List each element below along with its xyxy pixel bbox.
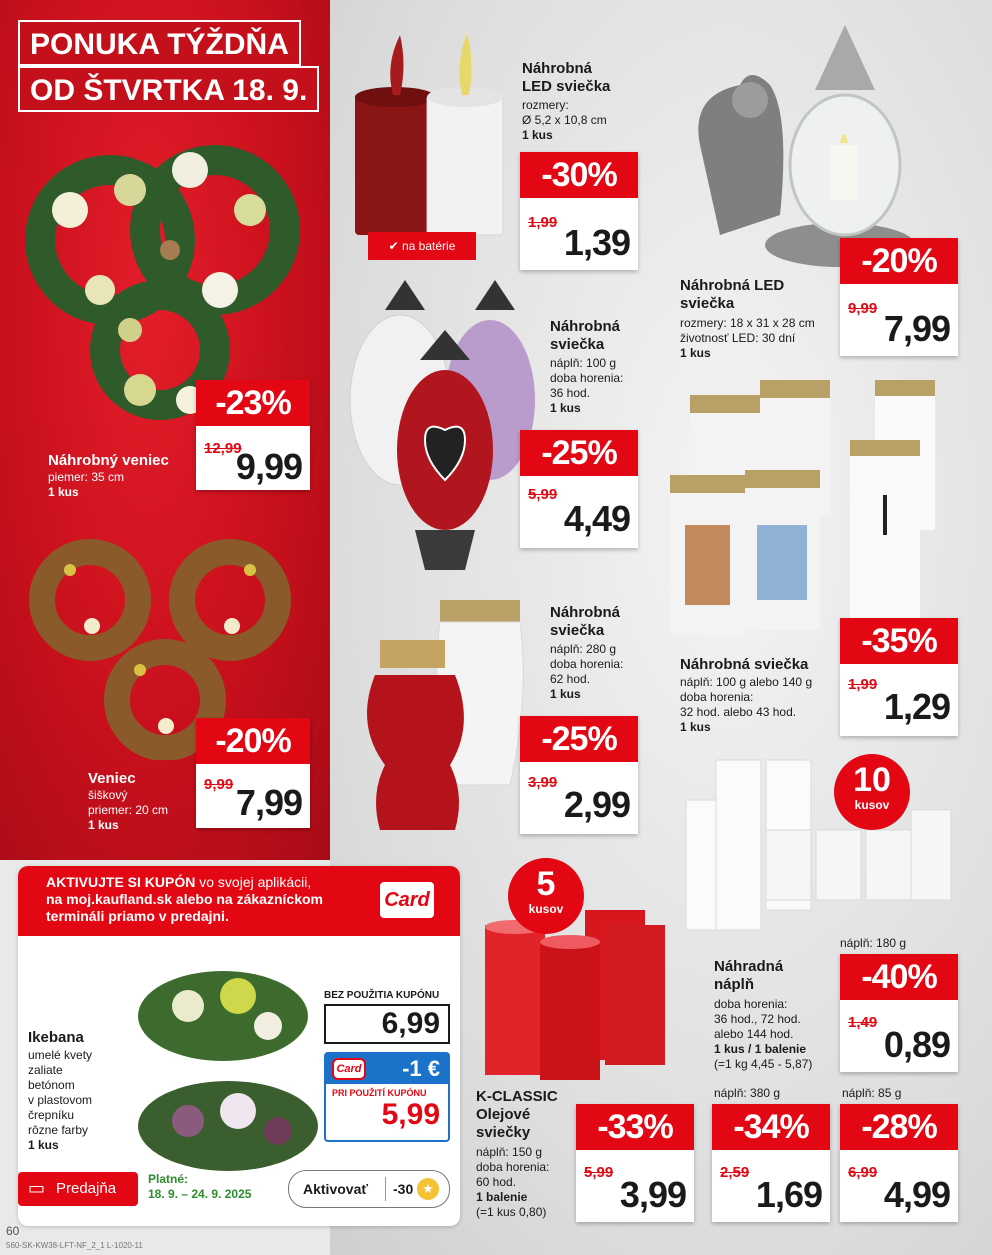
refill-quantity-badge bbox=[834, 754, 910, 830]
card-logo-icon: Card bbox=[378, 880, 436, 920]
red-glass-candle-image bbox=[345, 595, 530, 835]
candle-multi-price-card bbox=[840, 618, 958, 736]
candle-multi-l3: 32 hod. alebo 43 hod. bbox=[680, 705, 797, 719]
refill85-fill: náplň: 85 g bbox=[842, 1086, 902, 1100]
validity-label: Platné: bbox=[148, 1172, 189, 1186]
ikebana-l5: črepníku bbox=[28, 1108, 75, 1122]
coupon-discount: -1 € bbox=[402, 1056, 440, 1081]
coupon-head-line3: termináli priamo v predajni. bbox=[46, 908, 229, 924]
led2-l2: životnosť LED: 30 dní bbox=[680, 331, 796, 345]
led1-old-price: 1,99 bbox=[528, 214, 558, 231]
cone-wreath-old-price: 9,99 bbox=[204, 776, 234, 793]
candle-multi-l1: náplň: 100 g alebo 140 g bbox=[680, 675, 813, 689]
candle-multi-new-price: 1,29 bbox=[883, 686, 950, 727]
candle280-qty: 1 kus bbox=[550, 687, 581, 701]
candle100-title1: Náhrobná bbox=[550, 318, 621, 335]
refill-new-price: 0,89 bbox=[883, 1024, 950, 1065]
ikebana-qty: 1 kus bbox=[28, 1138, 59, 1152]
ikebana-title: Ikebana bbox=[28, 1029, 84, 1046]
led2-qty: 1 kus bbox=[680, 346, 711, 360]
led2-new-price: 7,99 bbox=[883, 308, 950, 349]
refill85-old-price: 6,99 bbox=[848, 1164, 878, 1181]
oil-candles-image bbox=[480, 905, 680, 1080]
ikebana-l3: betónom bbox=[28, 1078, 75, 1092]
ikebana-image bbox=[128, 946, 328, 1186]
header-date: OD ŠTVRTKA 18. 9. bbox=[18, 66, 319, 112]
candle100-title2: sviečka bbox=[550, 336, 605, 353]
coupon-head-rest: vo svojej aplikácii, bbox=[195, 874, 312, 890]
refill-title2: náplň bbox=[714, 976, 754, 993]
led1-discount: -30% bbox=[520, 152, 638, 198]
led2-title1: Náhrobná LED bbox=[680, 277, 785, 294]
refill380-price-card bbox=[712, 1104, 830, 1222]
led1-l1: rozmery: bbox=[522, 98, 569, 112]
coin-icon: ★ bbox=[417, 1178, 439, 1200]
oil-l3: 60 hod. bbox=[476, 1175, 517, 1189]
activate-button[interactable] bbox=[288, 1170, 450, 1208]
refill85-new-price: 4,99 bbox=[883, 1174, 950, 1215]
oil-l2: doba horenia: bbox=[476, 1160, 550, 1174]
religious-candles-image bbox=[665, 375, 950, 640]
header-title: PONUKA TÝŽDŇA bbox=[18, 20, 301, 66]
led2-l1: rozmery: 18 x 31 x 28 cm bbox=[680, 316, 815, 330]
candle280-old-price: 3,99 bbox=[528, 774, 558, 791]
candle280-title2: sviečka bbox=[550, 622, 605, 639]
ikebana-l4: v plastovom bbox=[28, 1093, 93, 1107]
led1-price-card bbox=[520, 152, 638, 270]
oil-unit-price: (=1 kus 0,80) bbox=[476, 1205, 547, 1219]
refill-badge-number: 10 bbox=[853, 761, 891, 799]
oil-title2: Olejové bbox=[476, 1106, 531, 1123]
refill85-discount: -28% bbox=[840, 1104, 958, 1150]
cone-wreath-l1: šiškový bbox=[88, 788, 128, 802]
refill-old-price: 1,49 bbox=[848, 1014, 878, 1031]
candle-multi-title: Náhrobná sviečka bbox=[680, 656, 809, 673]
candle280-l1: náplň: 280 g bbox=[550, 642, 617, 656]
led2-old-price: 9,99 bbox=[848, 300, 878, 317]
wreath-new-price: 9,99 bbox=[235, 446, 302, 487]
led-battery-label: na batérie bbox=[402, 239, 456, 253]
with-coupon-price: 5,99 bbox=[381, 1098, 440, 1131]
page-number: 60 bbox=[6, 1224, 20, 1238]
candle-multi-l2: doba horenia: bbox=[680, 690, 754, 704]
candle100-discount: -25% bbox=[520, 430, 638, 476]
oil-price-card bbox=[576, 1104, 694, 1222]
print-code: 560-SK-KW38-LFT-NF_2_1 L-1020-11 bbox=[6, 1241, 143, 1250]
oil-l1: náplň: 150 g bbox=[476, 1145, 543, 1159]
coupon-head-line2: na moj.kaufland.sk alebo na zákazníckom bbox=[46, 891, 323, 907]
candle100-new-price: 4,49 bbox=[563, 498, 630, 539]
refill85-price-card bbox=[840, 1104, 958, 1222]
candle-multi-qty: 1 kus bbox=[680, 720, 711, 734]
validity-dates: 18. 9. – 24. 9. 2025 bbox=[148, 1187, 252, 1201]
led2-discount: -20% bbox=[840, 238, 958, 284]
coupon-price-box bbox=[324, 1052, 450, 1142]
refill-l3: alebo 144 hod. bbox=[714, 1027, 794, 1041]
candle100-l1: náplň: 100 g bbox=[550, 356, 617, 370]
ikebana-l2: zaliate bbox=[28, 1063, 63, 1077]
activate-points: -30 bbox=[393, 1181, 414, 1197]
cone-wreath-new-price: 7,99 bbox=[235, 782, 302, 823]
oil-new-price: 3,99 bbox=[619, 1174, 686, 1215]
refill380-discount: -34% bbox=[712, 1104, 830, 1150]
store-icon: ▭ bbox=[28, 1178, 46, 1198]
cone-wreath-discount: -20% bbox=[196, 718, 310, 764]
led1-title1: Náhrobná bbox=[522, 60, 593, 77]
led1-qty: 1 kus bbox=[522, 128, 553, 142]
cone-wreath-l2: priemer: 20 cm bbox=[88, 803, 169, 817]
refill-title1: Náhradná bbox=[714, 958, 784, 975]
card-small-icon: Card bbox=[332, 1058, 366, 1080]
candle100-l3: 36 hod. bbox=[550, 386, 591, 400]
wreath-price-card bbox=[196, 380, 310, 490]
candle280-new-price: 2,99 bbox=[563, 784, 630, 825]
refill-inserts-image bbox=[676, 750, 956, 940]
candle280-price-card bbox=[520, 716, 638, 834]
oil-badge-unit: kusov bbox=[528, 902, 564, 916]
candle100-qty: 1 kus bbox=[550, 401, 581, 415]
oil-old-price: 5,99 bbox=[584, 1164, 614, 1181]
oil-discount: -33% bbox=[576, 1104, 694, 1150]
store-button[interactable] bbox=[18, 1172, 138, 1206]
wreath-title: Náhrobný veniec bbox=[48, 452, 169, 469]
wreath-old-price: 12,99 bbox=[204, 440, 242, 457]
led1-l2: Ø 5,2 x 10,8 cm bbox=[522, 113, 607, 127]
ikebana-l6: rôzne farby bbox=[28, 1123, 89, 1137]
refill-qty: 1 kus / 1 balenie bbox=[714, 1042, 807, 1056]
store-button-label: Predajňa bbox=[56, 1180, 117, 1197]
refill380-old-price: 2,59 bbox=[720, 1164, 750, 1181]
refill-l2: 36 hod., 72 hod. bbox=[714, 1012, 801, 1026]
with-coupon-label: PRI POUŽITÍ KUPÓNU bbox=[332, 1088, 427, 1098]
refill-top-fill: náplň: 180 g bbox=[840, 936, 907, 950]
led2-price-card bbox=[840, 238, 958, 356]
refill-badge-unit: kusov bbox=[854, 798, 890, 812]
activate-divider bbox=[385, 1177, 386, 1201]
candle100-price-card bbox=[520, 430, 638, 548]
cone-wreath-qty: 1 kus bbox=[88, 818, 119, 832]
led-battery-tag bbox=[368, 232, 476, 260]
without-coupon-price: 6,99 bbox=[324, 1004, 450, 1044]
candle280-discount: -25% bbox=[520, 716, 638, 762]
wreath-qty: 1 kus bbox=[48, 485, 79, 499]
wreath-size: piemer: 35 cm bbox=[48, 470, 125, 484]
oil-badge-number: 5 bbox=[536, 865, 556, 903]
oil-quantity-badge bbox=[508, 858, 584, 934]
candle280-title1: Náhrobná bbox=[550, 604, 621, 621]
coupon-box bbox=[18, 866, 460, 1226]
heart-candles-image bbox=[345, 280, 535, 580]
led-candle-image bbox=[345, 25, 510, 240]
refill380-fill: náplň: 380 g bbox=[714, 1086, 781, 1100]
cone-wreath-title: Veniec bbox=[88, 770, 136, 787]
coupon-head-bold: AKTIVUJTE SI KUPÓN bbox=[46, 874, 196, 890]
check-icon: ✔ bbox=[388, 239, 402, 253]
activate-label: Aktivovať bbox=[303, 1181, 369, 1197]
led1-title2: LED sviečka bbox=[522, 78, 611, 95]
refill380-new-price: 1,69 bbox=[755, 1174, 822, 1215]
refill-price-card bbox=[840, 954, 958, 1072]
ikebana-l1: umelé kvety bbox=[28, 1048, 93, 1062]
wreath-discount: -23% bbox=[196, 380, 310, 426]
cone-wreath-price-card bbox=[196, 718, 310, 828]
oil-title1: K-CLASSIC bbox=[476, 1088, 558, 1105]
oil-qty: 1 balenie bbox=[476, 1190, 528, 1204]
candle-multi-discount: -35% bbox=[840, 618, 958, 664]
refill-discount: -40% bbox=[840, 954, 958, 1000]
candle280-l3: 62 hod. bbox=[550, 672, 591, 686]
without-coupon-label: BEZ POUŽITIA KUPÓNU bbox=[324, 990, 440, 1001]
refill-unit-price: (=1 kg 4,45 - 5,87) bbox=[714, 1057, 813, 1071]
oil-title3: sviečky bbox=[476, 1124, 531, 1141]
led2-title2: sviečka bbox=[680, 295, 735, 312]
candle280-l2: doba horenia: bbox=[550, 657, 624, 671]
refill-l1: doba horenia: bbox=[714, 997, 788, 1011]
led1-new-price: 1,39 bbox=[563, 222, 630, 263]
candle100-old-price: 5,99 bbox=[528, 486, 558, 503]
candle-multi-old-price: 1,99 bbox=[848, 676, 878, 693]
candle100-l2: doba horenia: bbox=[550, 371, 624, 385]
